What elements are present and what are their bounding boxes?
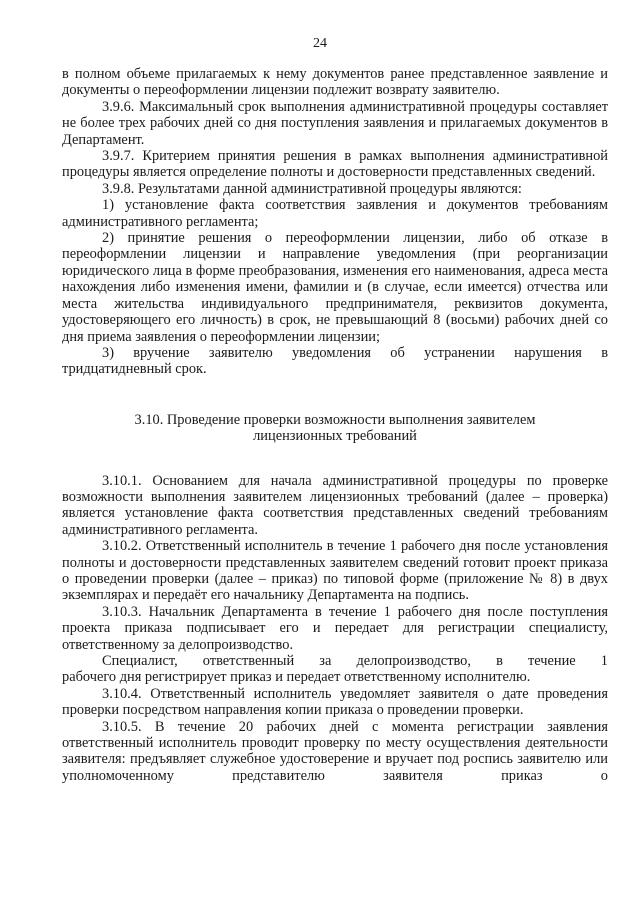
list-item-3-line1: 3) вручение заявителю уведомления об устранении нарушения в xyxy=(102,344,608,361)
paragraph-3-10-2: 3.10.2. Ответственный исполнитель в течение 1 рабочего дня после установления полноты и достоверности представленных заявителем сведений готовит проект приказа о проведении проверки (далее – приказ) по типовой форме (приложение № 8) в двух экземплярах и передаёт его начальнику Департамента на подпись. xyxy=(62,538,608,604)
list-item-2: 2) принятие решения о переоформлении лицензии, либо об отказе в переоформлении лицензии и направление уведомления (при реорганизации юридического лица в форме преобразования, изменения его наименования, адреса места нахождения либо изменения имени, фамилии и (в случае, если имеется) отчества или места жительства индивидуального предпринимателя, реквизитов документа, удостоверяющего его личность) в срок, не превышающий 8 (восьми) рабочих дней со дня приема заявления о переоформлении лицензии; xyxy=(62,230,608,345)
paragraph-3-10-1: 3.10.1. Основанием для начала административной процедуры по проверке возможности выполнения заявителем лицензионных требований (далее – проверка) является установление факта соответствия представленных сведений требованиям административного регламента. xyxy=(62,472,608,538)
paragraph-3-10-5: 3.10.5. В течение 20 рабочих дней с момента регистрации заявления ответственный исполнитель проводит проверку по месту осуществления деятельности заявителя: предъявляет служебное удостоверение и вручает под роспись заявителю или уполномоченному представителю заявителя приказ о xyxy=(62,718,608,784)
list-item-1: 1) установление факта соответствия заявления и документов требованиям административного регламента; xyxy=(62,197,608,230)
list-item-3-line2: тридцатидневный срок. xyxy=(62,361,207,378)
specialist-line-1: Специалист, ответственный за делопроизводство, в течение 1 xyxy=(102,653,608,669)
paragraph-3-10-4: 3.10.4. Ответственный исполнитель уведомляет заявителя о дате проведения проверки посредством направления копии приказа о проведении проверки. xyxy=(62,685,608,719)
section-heading-3-10 xyxy=(62,412,608,445)
paragraph-3-9-6: 3.9.6. Максимальный срок выполнения административной процедуры составляет не более трех рабочих дней со дня поступления заявления и прилагаемых документов в Департамент. xyxy=(62,98,608,148)
paragraph-continuation: в полном объеме прилагаемых к нему документов ранее представленное заявление и документы о переоформлении лицензии подлежит возврату заявителю. xyxy=(62,66,608,99)
document-body xyxy=(62,66,608,784)
paragraph-3-10-3: 3.10.3. Начальник Департамента в течение 1 рабочего дня после поступления проекта приказа подписывает его и передает для регистрации специалисту, ответственному за делопроизводство. xyxy=(62,603,608,653)
heading-line-1: 3.10. Проведение проверки возможности выполнения заявителем xyxy=(134,411,536,428)
page-number: 24 xyxy=(313,36,327,51)
paragraph-3-9-7: 3.9.7. Критерием принятия решения в рамках выполнения административной процедуры является определение полноты и достоверности представленных сведений. xyxy=(62,148,608,181)
paragraph-3-9-8: 3.9.8. Результатами данной административной процедуры являются: xyxy=(102,180,522,197)
heading-line-2: лицензионных требований xyxy=(253,428,417,445)
specialist-line-2: рабочего дня регистрирует приказ и передает ответственному исполнителю. xyxy=(62,669,531,686)
